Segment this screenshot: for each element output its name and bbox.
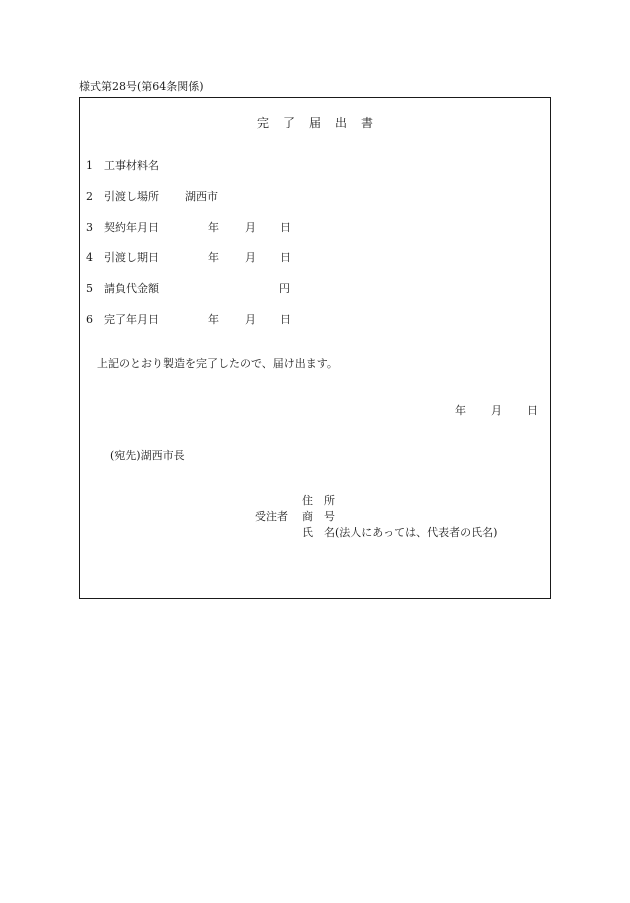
year-unit: 年 — [208, 221, 219, 234]
month-unit: 月 — [491, 404, 502, 417]
day-unit: 日 — [280, 251, 291, 264]
completion-statement: 上記のとおり製造を完了したので、届け出ます。 — [97, 357, 338, 370]
day-unit: 日 — [280, 313, 291, 326]
day-unit: 日 — [527, 404, 538, 417]
item-material-name — [80, 158, 550, 173]
item-label: 完了年月日 — [104, 313, 159, 326]
item-number: 3 — [86, 221, 93, 234]
item-value: 湖西市 — [185, 190, 218, 203]
month-unit: 月 — [245, 313, 256, 326]
month-unit: 月 — [245, 221, 256, 234]
completion-report-form — [79, 97, 551, 599]
item-label: 契約年月日 — [104, 221, 159, 234]
month-unit: 月 — [245, 251, 256, 264]
item-completion-date — [80, 312, 550, 327]
contractor-address-label: 住 所 — [302, 494, 335, 507]
item-number: 2 — [86, 190, 93, 203]
item-contract-amount — [80, 281, 550, 296]
item-number: 5 — [86, 282, 93, 295]
year-unit: 年 — [455, 404, 466, 417]
contractor-trade-name-label: 商 号 — [302, 510, 335, 523]
report-date — [80, 403, 550, 418]
item-delivery-deadline — [80, 250, 550, 265]
item-number: 6 — [86, 313, 93, 326]
yen-unit: 円 — [279, 282, 290, 295]
item-number: 4 — [86, 251, 93, 264]
item-label: 工事材料名 — [104, 159, 159, 172]
item-label: 請負代金額 — [104, 282, 159, 295]
item-delivery-place — [80, 189, 550, 204]
addressee: (宛先)湖西市長 — [110, 449, 185, 462]
contractor-role: 受注者 — [255, 510, 288, 523]
item-label: 引渡し期日 — [104, 251, 159, 264]
item-contract-date — [80, 220, 550, 235]
item-number: 1 — [86, 159, 93, 172]
contractor-name-label: 氏 名(法人にあっては、代表者の氏名) — [302, 526, 498, 539]
year-unit: 年 — [208, 251, 219, 264]
day-unit: 日 — [280, 221, 291, 234]
form-number-label: 様式第28号(第64条関係) — [79, 80, 204, 93]
item-label: 引渡し場所 — [104, 190, 159, 203]
year-unit: 年 — [208, 313, 219, 326]
document-title: 完了届出書 — [256, 116, 387, 130]
